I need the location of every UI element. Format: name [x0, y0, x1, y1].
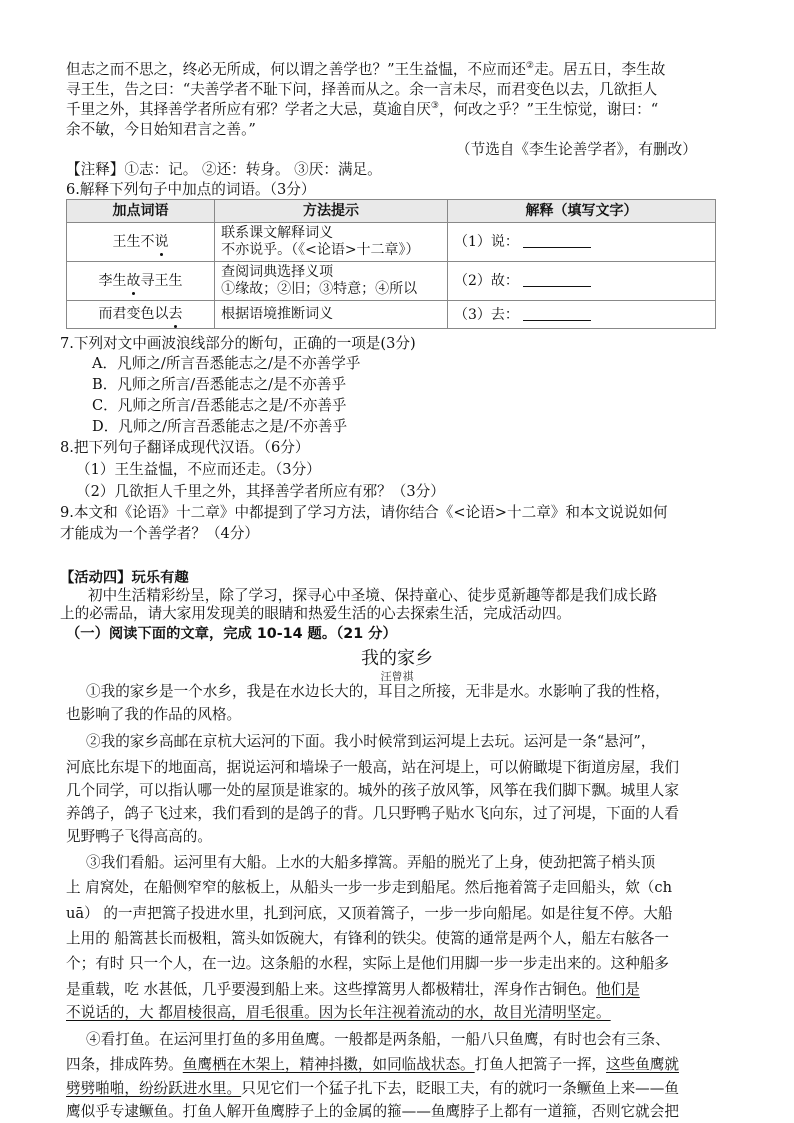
q6-row-3 [67, 301, 716, 329]
q6-header-answer: 解释（填写文字） [447, 200, 715, 223]
q8-item-2: （2）几欲拒人千里之外，其择善学者所应有邪？（3分） [76, 483, 445, 500]
q6-row-2 [67, 262, 716, 301]
q7-option-c[interactable]: C．凡师之所言/吾悉能志之是/不亦善乎 [92, 397, 347, 414]
q6-row-1 [67, 223, 716, 262]
q6-hint-1: 联系课文解释词义 不亦说乎。（《<论语>十二章》） [215, 223, 448, 262]
underlined-sentence: 劈劈啪啪，纷纷跃进水里。 [66, 1080, 242, 1097]
article-line: 河底比东堤下的地面高，据说运河和墙垛子一般高，站在河堤上，可以俯瞰堤下街道房屋，我们 [66, 759, 679, 776]
underlined-sentence: 这些鱼鹰就 [606, 1056, 679, 1073]
article-line: 几个同学，可以指认哪一处的屋顶是谁家的。城外的孩子放风筝，风筝在我们脚下飘。城里人家 [66, 782, 679, 799]
q7-option-b[interactable]: B．凡师之所言/吾悉能志之/是不亦善乎 [92, 376, 347, 393]
section-heading: （一）阅读下面的文章，完成 10-14 题。（21 分） [66, 626, 397, 642]
passage-line-2: 寻王生，告之曰：“夫善学者不耻下问，择善而从之。余一言未尽，而君变色以去，几欲拒人 [66, 81, 658, 98]
article-line: 劈劈啪啪，纷纷跃进水里。只见它们一个猛子扎下去，眨眼工夫，有的就叼一条鳜鱼上来——鱼 [66, 1080, 679, 1097]
article-author: 汪曾祺 [380, 670, 414, 683]
q6-header-row [67, 200, 716, 223]
article-line: 养鸽子，鸽子飞过来，我们看到的是鸽子的背。几只野鸭子贴水飞向东，过了河堤，下面的人看 [66, 805, 679, 822]
passage-line-3: 千里之外，其择善学者所应有邪？学者之大忌，莫逾自厌③，何改之乎？”王生惊觉，谢曰：“ [66, 101, 659, 118]
q6-answer-2: （2）故： [447, 262, 715, 301]
q6-word-1: 王生不说 [67, 223, 215, 262]
q6-hint-2: 查阅词典选择义项 ①缘故；②旧；③特意；④所以 [215, 262, 448, 301]
passage-line-4: 余不敏，今日始知君言之善。” [66, 121, 256, 138]
answer-blank[interactable] [523, 233, 591, 248]
q6-stem: 6.解释下列句子中加点的词语。（3分） [66, 181, 316, 198]
q6-header-hint: 方法提示 [215, 200, 448, 223]
activity-intro-1: 初中生活精彩纷呈，除了学习，探寻心中圣境、保持童心、徒步觅新趣等都是我们成长路 [88, 587, 658, 604]
article-line: ④看打鱼。在运河里打鱼的多用鱼鹰。一般都是两条船，一船八只鱼鹰，有时也会有三条、 [86, 1031, 670, 1048]
q6-word-3: 而君变色以去 [67, 301, 215, 329]
answer-blank[interactable] [523, 306, 591, 321]
activity-heading: 【活动四】玩乐有趣 [60, 570, 189, 586]
q8-item-1: （1）王生益愠，不应而还走。（3分） [76, 461, 321, 478]
article-line: 也影响了我的作品的风格。 [66, 706, 242, 723]
passage-source: （节选自《李生论善学者》，有删改） [456, 141, 697, 158]
q7-option-a[interactable]: A．凡师之/所言吾悉能志之/是不亦善学乎 [92, 355, 361, 372]
article-line: ③我们看船。运河里有大船。上水的大船多撑篙。弄船的脱光了上身，使劲把篙子梢头顶 [86, 854, 656, 871]
article-title: 我的家乡 [361, 648, 433, 669]
article-line: 四条，排成阵势。鱼鹰栖在木架上，精神抖擞，如同临战状态。打鱼人把篙子一挥，这些鱼鹰就 [66, 1056, 679, 1073]
q6-hint-3: 根据语境推断词义 [215, 301, 448, 329]
article-line: ②我的家乡高邮在京杭大运河的下面。我小时候常到运河堤上去玩。运河是一条“悬河”， [86, 733, 656, 750]
passage-line-1: 但志之而不思之，终必无所成，何以谓之善学也？”王生益愠，不应而还②走。居五日，李生故 [66, 61, 666, 78]
article-line: 上 肩窝处，在船侧窄窄的舷板上，从船头一步一步走到船尾。然后拖着篙子走回船头，欸（ch [66, 879, 672, 896]
q9-line-1: 9.本文和《论语》十二章》中都提到了学习方法，请你结合《<论语>十二章》和本文说说如何 [60, 504, 668, 521]
q7-option-d[interactable]: D．凡师之/所言吾悉能志之是/不亦善乎 [92, 418, 348, 435]
underlined-sentence: 他们是 [596, 981, 640, 998]
activity-intro-2: 上的必需品，请大家用发现美的眼睛和热爱生活的心去探索生活，完成活动四。 [60, 605, 571, 622]
article-line: uā） 的一声把篙子投进水里，扎到河底，又顶着篙子，一步一步向船尾。如是往复不停。大船 [66, 905, 673, 922]
q6-header-word: 加点词语 [67, 200, 215, 223]
q6-answer-1: （1）说： [447, 223, 715, 262]
article-line: 鹰似乎专逮鳜鱼。打鱼人解开鱼鹰脖子上的金属的箍——鱼鹰脖子上都有一道箍，否则它就会把 [66, 1103, 679, 1120]
underlined-sentence: 鱼鹰栖在木架上，精神抖擞，如同临战状态。 [182, 1056, 475, 1073]
q9-line-2: 才能成为一个善学者？（4分） [60, 525, 260, 542]
q6-word-2: 李生故寻王生 [67, 262, 215, 301]
q6-answer-3: （3）去： [447, 301, 715, 329]
q8-stem: 8.把下列句子翻译成现代汉语。（6分） [60, 439, 310, 456]
passage-notes: 【注释】①志：记。 ②还：转身。 ③厌：满足。 [66, 161, 382, 178]
answer-blank[interactable] [523, 272, 591, 287]
article-line: 见野鸭子飞得高高的。 [66, 828, 212, 845]
q7-stem: 7.下列对文中画波浪线部分的断句，正确的一项是(3分) [60, 335, 416, 352]
article-line: 个；有时 只一个人，在一边。这条船的水程，实际上是他们用脚一步一步走出来的。这种船多 [66, 955, 669, 972]
q6-table [66, 199, 716, 329]
underlined-sentence: 不说话的，大 都眉棱很高，眉毛很重。因为长年注视着流动的水，故目光清明坚定。 [66, 1004, 611, 1021]
article-line: ①我的家乡是一个水乡，我是在水边长大的，耳目之所接，无非是水。水影响了我的性格， [86, 683, 670, 700]
article-line: 是重载，吃 水甚低，几乎要漫到船上来。这些撑篙男人都极精壮，浑身作古铜色。他们是 [66, 981, 640, 998]
article-line: 上用的 船篙甚长而极粗，篙头如饭碗大，有锋利的铁尖。使篙的通常是两个人，船左右舷各一 [66, 930, 669, 947]
